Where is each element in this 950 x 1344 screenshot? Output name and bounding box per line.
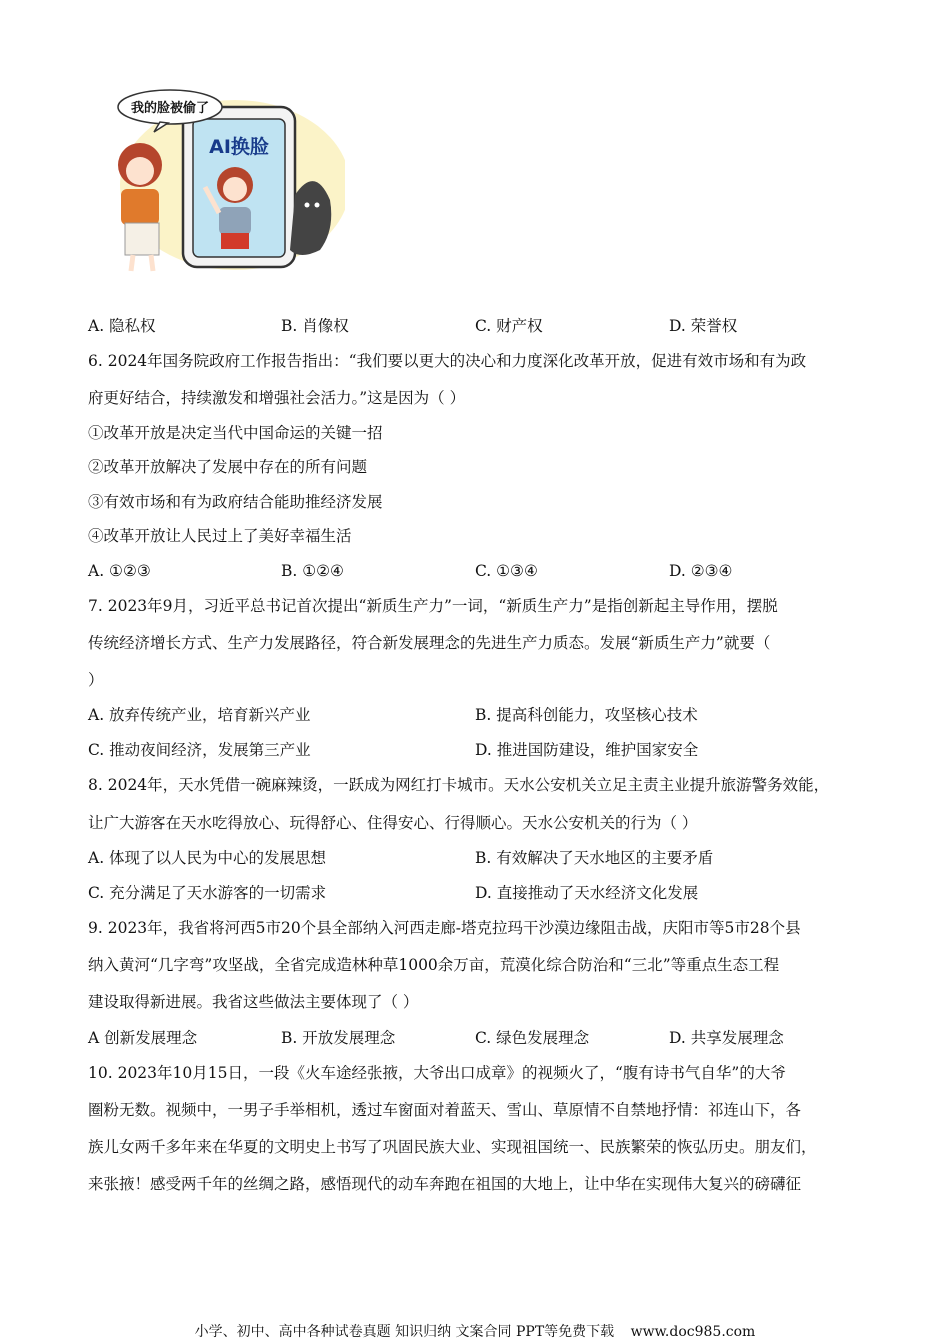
q5-option-b: B. 肖像权 <box>281 317 349 335</box>
q8-option-c: C. 充分满足了天水游客的一切需求 <box>88 884 327 902</box>
speech-bubble-text: 我的脸被偷了 <box>130 101 210 116</box>
q9-option-c: C. 绿色发展理念 <box>475 1029 590 1047</box>
q10-stem-line-2: 圈粉无数。视频中，一男子手举相机，透过车窗面对着蓝天、雪山、草原情不自禁地抒情：祁连山下，各 <box>88 1101 802 1119</box>
q5-option-c: C. 财产权 <box>475 317 543 335</box>
q6-option-b: B. ①②④ <box>281 562 344 580</box>
q7-option-b: B. 提高科创能力，攻坚核心技术 <box>475 706 698 724</box>
q5-option-a: A. 隐私权 <box>88 317 156 335</box>
q7-option-d: D. 推进国防建设，维护国家安全 <box>475 741 699 759</box>
q7-stem-line-2: 传统经济增长方式、生产力发展路径，符合新发展理念的先进生产力质态。发展“新质生产力”就要（ <box>88 634 771 652</box>
q7-option-c: C. 推动夜间经济，发展第三产业 <box>88 741 311 759</box>
q7-stem-line-1: 7. 2023年9月，习近平总书记首次提出“新质生产力”一词，“新质生产力”是指创新起主导作用，摆脱 <box>88 597 778 615</box>
q6-stem-line-2: 府更好结合，持续激发和增强社会活力。”这是因为（ ） <box>88 389 466 407</box>
phone-screen-title: AI换脸 <box>209 136 269 158</box>
q9-option-d: D. 共享发展理念 <box>669 1029 784 1047</box>
q9-stem-line-1: 9. 2023年，我省将河西5市20个县全部纳入河西走廊-塔克拉玛干沙漠边缘阻击战，庆阳市等5市28个县 <box>88 919 801 937</box>
footer-website-link[interactable]: www.doc985.com <box>630 1324 756 1340</box>
q9-option-b: B. 开放发展理念 <box>281 1029 396 1047</box>
q6-option-d: D. ②③④ <box>669 562 733 580</box>
q9-stem-line-3: 建设取得新进展。我省这些做法主要体现了（ ） <box>88 993 419 1011</box>
q6-statement-3: ③有效市场和有为政府结合能助推经济发展 <box>88 493 383 511</box>
q6-statement-4: ④改革开放让人民过上了美好幸福生活 <box>88 527 352 545</box>
q7-stem-line-3: ） <box>88 671 104 689</box>
q9-stem-line-2: 纳入黄河“几字弯”攻坚战，全省完成造林种草1000余万亩，荒漠化综合防治和“三北”等重点生态工程 <box>88 956 780 974</box>
q8-option-b: B. 有效解决了天水地区的主要矛盾 <box>475 849 714 867</box>
q10-stem-line-3: 族儿女两千多年来在华夏的文明史上书写了巩固民族大业、实现祖国统一、民族繁荣的恢弘历史。朋友们， <box>88 1138 817 1156</box>
q8-stem-line-2: 让广大游客在天水吃得放心、玩得舒心、住得安心、行得顺心。天水公安机关的行为（ ） <box>88 814 698 832</box>
ai-face-swap-illustration <box>95 85 345 275</box>
q6-stem-line-1: 6. 2024年国务院政府工作报告指出：“我们要以更大的决心和力度深化改革开放，促进有效市场和有为政 <box>88 352 807 370</box>
q10-stem-line-4: 来张掖！感受两千年的丝绸之路，感悟现代的动车奔跑在祖国的大地上，让中华在实现伟大复兴的磅礴征 <box>88 1175 802 1193</box>
q8-stem-line-1: 8. 2024年，天水凭借一碗麻辣烫，一跃成为网红打卡城市。天水公安机关立足主责主业提升旅游警务效能， <box>88 776 830 794</box>
q6-statement-2: ②改革开放解决了发展中存在的所有问题 <box>88 458 368 476</box>
q8-option-a: A. 体现了以人民为中心的发展思想 <box>88 849 327 867</box>
footer-text: 小学、初中、高中各种试卷真题 知识归纳 文案合同 PPT等免费下载 <box>194 1324 615 1340</box>
q6-option-a: A. ①②③ <box>88 562 151 580</box>
q8-option-d: D. 直接推动了天水经济文化发展 <box>475 884 699 902</box>
q6-statement-1: ①改革开放是决定当代中国命运的关键一招 <box>88 424 383 442</box>
q6-option-c: C. ①③④ <box>475 562 538 580</box>
q9-option-a: A 创新发展理念 <box>88 1029 198 1047</box>
q10-stem-line-1: 10. 2023年10月15日，一段《火车途经张掖，大爷出口成章》的视频火了，“腹有诗书气自华”的大爷 <box>88 1064 786 1082</box>
q7-option-a: A. 放弃传统产业，培育新兴产业 <box>88 706 311 724</box>
page-footer <box>0 1322 950 1342</box>
q5-option-d: D. 荣誉权 <box>669 317 738 335</box>
